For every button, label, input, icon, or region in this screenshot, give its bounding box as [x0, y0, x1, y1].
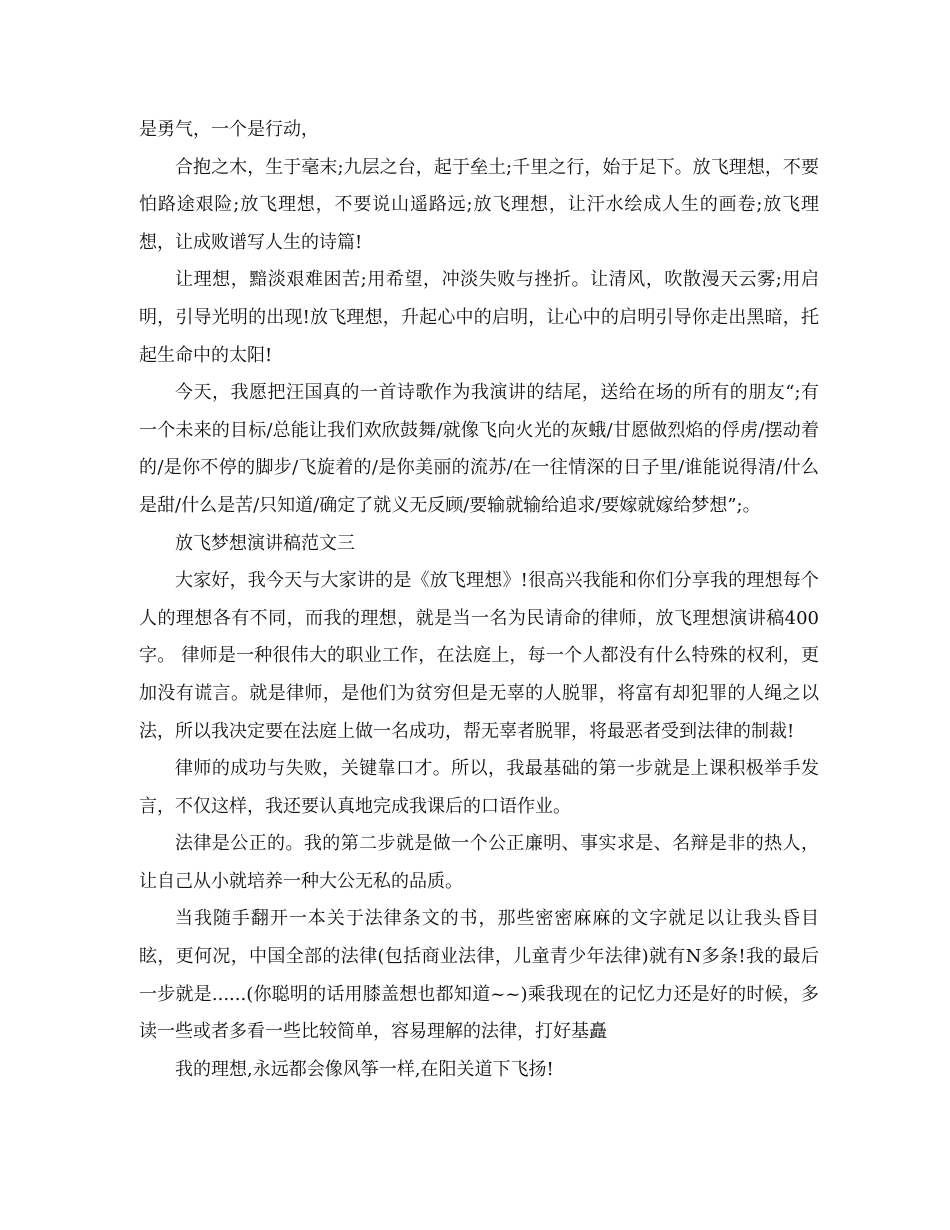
paragraph: 大家好，我今天与大家讲的是《放飞理想》!很高兴我能和你们分享我的理想每个人的理想各有不同，而我的理想，就是当一名为民请命的律师，放飞理想演讲稿400字。 律师是一种很伟大的职业工作，在法庭上，每一个人都没有什么特殊的权利，更加没有谎言。就是律师，是他们为贫穷但是无辜的人脱罪，将富有却犯罪的人绳之以法，所以我决定要在法庭上做一名成功，帮无辜者脱罪，将最恶者受到法律的制裁!: [139, 570, 819, 742]
paragraph: 当我随手翻开一本关于法律条文的书，那些密密麻麻的文字就足以让我头昏目眩，更何况，中国全部的法律(包括商业法律，儿童青少年法律)就有N多条!我的最后一步就是......(你聪明的话用膝盖想也都知道~~)乘我现在的记忆力还是好的时候，多读一些或者多看一些比较简单，容易理解的法律，打好基矗: [139, 908, 819, 1043]
paragraph: 我的理想,永远都会像风筝一样,在阳关道下飞扬!: [175, 1058, 554, 1080]
paragraph: 让理想，黯淡艰难困苦;用希望，冲淡失败与挫折。让清风，吹散漫天云雾;用启明，引导光明的出现!放飞理想，升起心中的启明，让心中的启明引导你走出黑暗，托起生命中的太阳!: [139, 269, 819, 366]
paragraph-continuation: 是勇气，一个是行动，: [139, 119, 319, 140]
paragraph: 律师的成功与失败，关键靠口才。所以，我最基础的第一步就是上课积极举手发言，不仅这样，我还要认真地完成我课后的口语作业。: [139, 758, 819, 817]
document-body: [139, 111, 819, 1088]
paragraph: 法律是公正的。我的第二步就是做一个公正廉明、事实求是、名辩是非的热人，让自己从小就培养一种大公无私的品质。: [139, 833, 819, 892]
section-heading: 放飞梦想演讲稿范文三: [175, 532, 355, 554]
paragraph: 合抱之木，生于毫末;九层之台，起于垒土;千里之行，始于足下。放飞理想，不要怕路途艰险;放飞理想，不要说山遥路远;放飞理想，让汗水绘成人生的画卷;放飞理想，让成败谱写人生的诗篇!: [139, 156, 819, 253]
paragraph: 今天，我愿把汪国真的一首诗歌作为我演讲的结尾，送给在场的所有的朋友“;有一个未来的目标/总能让我们欢欣鼓舞/就像飞向火光的灰蛾/甘愿做烈焰的俘虏/摆动着的/是你不停的脚步/飞旋着的/是你美丽的流苏/在一往情深的日子里/谁能说得清/什么是甜/什么是苦/只知道/确定了就义无反顾/要输就输给追求/要嫁就嫁给梦想”;。: [139, 382, 819, 516]
